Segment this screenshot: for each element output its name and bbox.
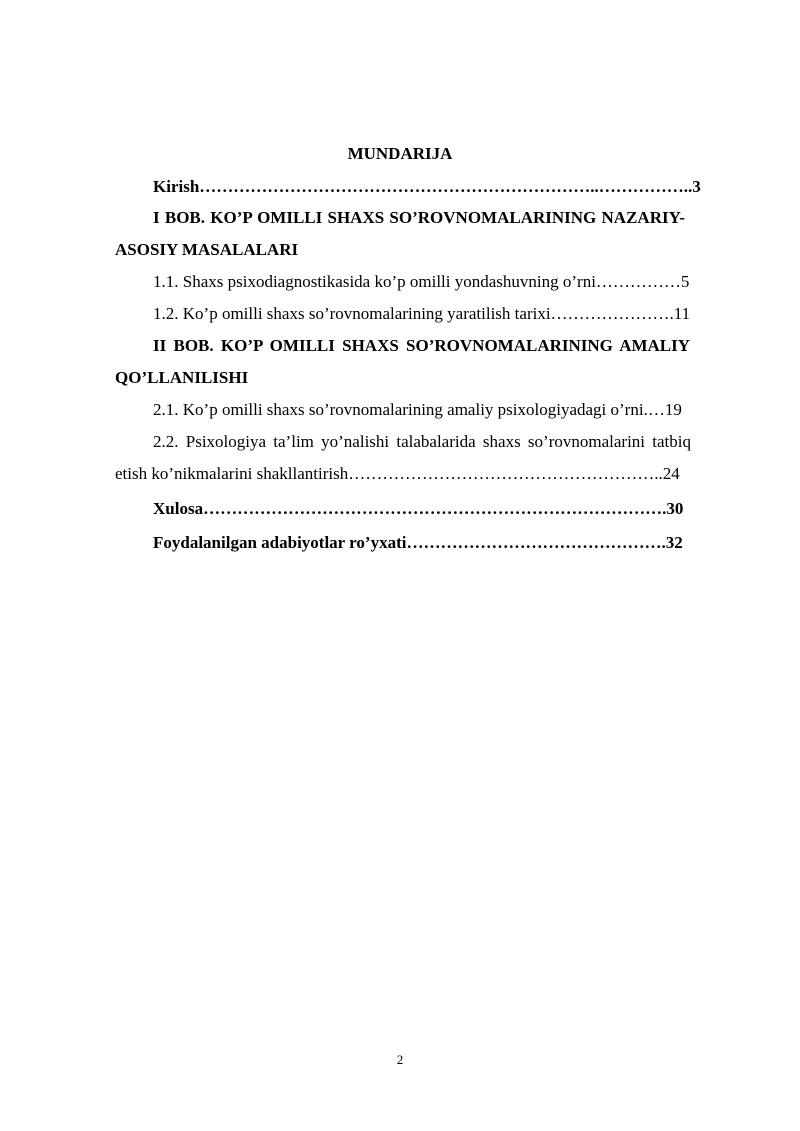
toc-entry-section-2-2-line2: etish ko’nikmalarini shakllantirish………………………………………………..24: [115, 464, 680, 483]
toc-entry-section-1-1: 1.1. Shaxs psixodiagnostikasida ko’p omilli yondashuvning o’rni……………5: [153, 272, 690, 291]
toc-entry-bob2-line2: QO’LLANILISHI: [115, 368, 249, 387]
toc-entry-section-2-2-line1: 2.2. Psixologiya ta’lim yo’nalishi talabalarida shaxs so’rovnomalarini tatbiq: [153, 432, 691, 451]
page-number: 2: [396, 1052, 404, 1067]
toc-entry-section-1-2: 1.2. Ko’p omilli shaxs so’rovnomalarining yaratilish tarixi………………….11: [153, 304, 691, 323]
toc-entry-bob1-line2: ASOSIY MASALALARI: [115, 240, 299, 259]
toc-entry-bob1-line1: I BOB. KO’P OMILLI SHAXS SO’ROVNOMALARINING NAZARIY-: [153, 208, 685, 227]
toc-title: MUNDARIJA: [347, 144, 453, 163]
toc-entry-kirish: Kirish……………………………………………………………..……………..3: [153, 177, 701, 196]
toc-entry-section-2-1: 2.1. Ko’p omilli shaxs so’rovnomalarining amaliy psixologiyadagi o’rni.…19: [153, 400, 682, 419]
toc-entry-xulosa: Xulosa……………………………………………………………………….30: [153, 499, 684, 518]
toc-entry-bob2-line1: II BOB. KO’P OMILLI SHAXS SO’ROVNOMALARINING AMALIY: [153, 336, 691, 355]
toc-entry-adabiyotlar: Foydalanilgan adabiyotlar ro’yxati……………………………………….32: [153, 533, 683, 552]
